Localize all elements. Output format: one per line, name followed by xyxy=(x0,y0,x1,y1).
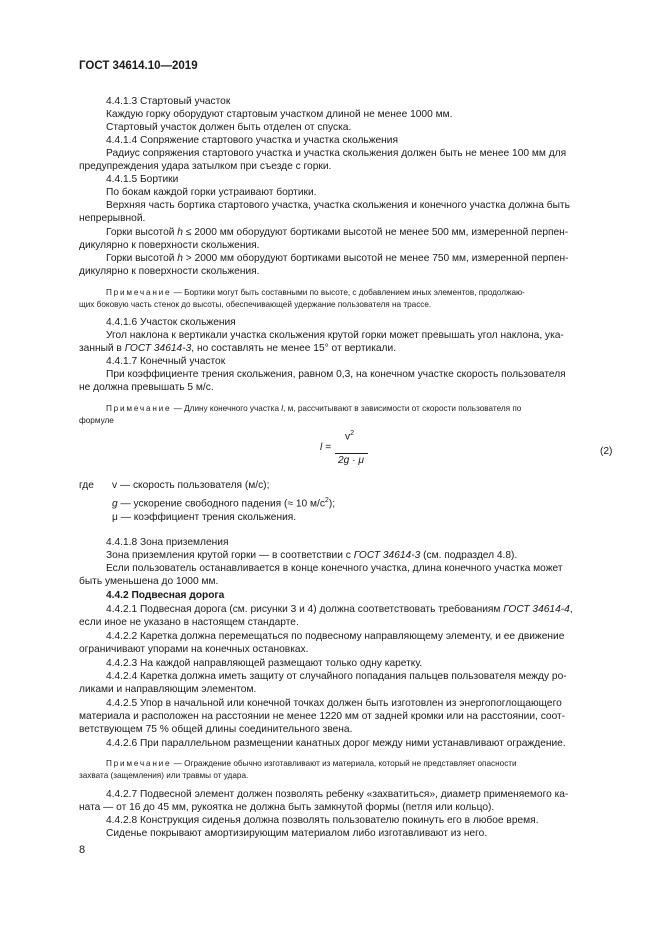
text: > 2000 мм оборудуют бортиками высотой не менее 750 мм, измеренной перпен- xyxy=(182,253,569,264)
paragraph xyxy=(106,226,568,239)
note-label: Примечание xyxy=(106,288,172,297)
clause-4-4-1-3: 4.4.1.3 Стартовый участок xyxy=(106,96,231,107)
formula-numerator xyxy=(345,430,354,442)
paragraph: 4.4.2.7 Подвесной элемент должен позволять ребенку «захватиться», диаметр применяемого ка- xyxy=(106,789,569,800)
note xyxy=(106,402,521,415)
where-label: где xyxy=(79,480,94,491)
text: Горки высотой xyxy=(106,253,178,264)
paragraph: Верхняя часть бортика стартового участка, участка скольжения и конечного участка должна быть xyxy=(106,200,570,211)
where-g-exp: 2 xyxy=(324,497,329,504)
where-g-text: — ускорение свободного падения (≈ 10 м/с xyxy=(120,498,325,510)
where-mu-text: — коэффициент трения скольжения. xyxy=(120,512,297,523)
standard-ref: ГОСТ 34614-4 xyxy=(503,604,570,615)
paragraph: 4.4.2.6 При параллельном размещении канатных дорог между ними устанавливают ограждение. xyxy=(106,738,566,749)
formula-num: v xyxy=(345,431,351,443)
paragraph: Каждую горку оборудуют стартовым участком длиной не менее 1000 мм. xyxy=(106,109,453,120)
text: Горки высотой xyxy=(106,227,178,238)
paragraph xyxy=(106,549,517,562)
paragraph: По бокам каждой горки устраивают бортики. xyxy=(106,187,317,198)
clause-4-4-1-5: 4.4.1.5 Бортики xyxy=(106,174,179,185)
note-cont: формуле xyxy=(79,416,114,425)
paragraph: При коэффициенте трения скольжения, равном 0,3, на конечном участке скорость пользователя xyxy=(106,369,566,380)
clause-4-4-1-6: 4.4.1.6 Участок скольжения xyxy=(106,317,236,328)
text: , xyxy=(569,604,573,615)
text: , но составлять не менее 15° от вертикали. xyxy=(191,343,397,354)
paragraph-cont: ната — от 16 до 45 мм, рукоятка не должна быть замкнутой формы (петля или кольцо). xyxy=(79,802,495,813)
standard-ref: ГОСТ 34614-3 xyxy=(353,550,421,561)
note-text: — Длину конечного участка xyxy=(173,404,282,413)
page-number: 8 xyxy=(79,844,86,856)
note-text: — Ограждение обычно изготавливают из материала, который не представляет опасности xyxy=(173,759,517,768)
paragraph-cont: ветствующем 75 % общей длины соединительного звена. xyxy=(79,724,353,735)
paragraph-cont xyxy=(79,342,396,355)
note-text: — Бортики могут быть составными по высоте, с добавлением иных элементов, продолжаю- xyxy=(173,288,525,297)
where-g xyxy=(112,494,335,510)
text: 4.4.2.1 Подвесная дорога (см. рисунки 3 и 4) должна соответствовать требованиям xyxy=(106,604,504,615)
paragraph-cont: быть уменьшена до 1000 мм. xyxy=(79,576,219,587)
note-text: , м, рассчитывают в зависимости от скорости пользователя по xyxy=(283,404,522,413)
paragraph: Угол наклона к вертикали участка скольжения крутой горки может превышать угол наклона, ука- xyxy=(106,330,564,341)
symbol-h: h xyxy=(177,253,183,264)
paragraph: Если пользователь останавливается в конце конечного участка, длина конечного участка может xyxy=(106,563,563,574)
paragraph: 4.4.2.8 Конструкция сиденья должна позволять пользователю покинуть его в любое время. xyxy=(106,815,539,826)
paragraph: 4.4.2.2 Каретка должна перемещаться по подвесному направляющему элементу, и ее движение xyxy=(106,631,565,642)
text: занный в xyxy=(79,343,125,354)
paragraph: Сиденье покрывают амортизирующим материалом либо изготавливают из него. xyxy=(106,828,488,839)
paragraph-cont: если иное не указано в настоящем стандарте. xyxy=(79,617,299,628)
standard-ref: ГОСТ 34614-3 xyxy=(124,343,192,354)
text: Зона приземления крутой горки — в соответствии с xyxy=(106,550,354,561)
paragraph xyxy=(106,603,573,616)
paragraph: 4.4.2.5 Упор в начальной или конечной точках должен быть изготовлен из энергопоглощающего xyxy=(106,698,562,709)
paragraph-cont: не должна превышать 5 м/с. xyxy=(79,382,214,393)
paragraph: Стартовый участок должен быть отделен от спуска. xyxy=(106,122,352,133)
note-label: Примечание xyxy=(106,404,172,413)
formula-denominator: 2g · μ xyxy=(338,455,364,466)
paragraph: Радиус сопряжения стартового участка и участка скольжения должен быть не менее 100 мм для xyxy=(106,148,567,159)
where-v xyxy=(112,479,269,492)
text: (см. подраздел 4.8). xyxy=(420,550,518,561)
where-mu xyxy=(112,511,296,524)
paragraph: 4.4.2.4 Каретка должна иметь защиту от случайного попадания пальцев пользователя между ро- xyxy=(106,671,567,682)
section-4-4-2: 4.4.2 Подвесная дорога xyxy=(106,590,225,601)
note-cont: захвата (защемления) или травмы от удара. xyxy=(79,771,249,780)
note-cont: щих боковую часть стенок до высоты, обеспечивающей удержание пользователя на трассе. xyxy=(79,300,432,309)
symbol-mu: μ xyxy=(112,512,118,523)
clause-4-4-1-7: 4.4.1.7 Конечный участок xyxy=(106,356,226,367)
paragraph-cont: дикулярно к поверхности скольжения. xyxy=(79,240,260,251)
paragraph-cont: предупреждения удара затылком при съезде с горки. xyxy=(79,161,332,172)
clause-4-4-1-8: 4.4.1.8 Зона приземления xyxy=(106,537,229,548)
text: ≤ 2000 мм оборудуют бортиками высотой не менее 500 мм, измеренной перпен- xyxy=(182,227,569,238)
paragraph: 4.4.2.3 На каждой направляющей размещают только одну каретку. xyxy=(106,658,423,669)
formula-exp: 2 xyxy=(350,430,354,437)
paragraph-cont: ликами и направляющим элементом. xyxy=(79,684,257,695)
paragraph xyxy=(106,252,569,265)
symbol-l: l xyxy=(281,404,284,413)
where-g-end: ); xyxy=(328,498,336,510)
symbol-g: g xyxy=(112,498,118,510)
where-v-text: — скорость пользователя (м/с); xyxy=(119,480,270,491)
formula-number: (2) xyxy=(600,446,613,457)
formula-lhs-text: l = xyxy=(320,442,332,453)
paragraph-cont: дикулярно к поверхности скольжения. xyxy=(79,266,260,277)
formula-lhs xyxy=(320,442,331,453)
fraction-bar xyxy=(335,453,368,454)
note-label: Примечание xyxy=(106,759,172,768)
symbol-h: h xyxy=(177,227,183,238)
paragraph-cont: материала и расположен на расстоянии не менее 1220 мм от задней кромки или на расстоянии, соот- xyxy=(79,711,566,722)
clause-4-4-1-4: 4.4.1.4 Сопряжение стартового участка и участка скольжения xyxy=(106,135,399,146)
document-header: ГОСТ 34614.10—2019 xyxy=(79,60,198,72)
paragraph-cont: ограничивают упорами на конечных остановках. xyxy=(79,644,309,655)
symbol-v: v xyxy=(112,480,118,491)
paragraph-cont: непрерывной. xyxy=(79,213,146,224)
